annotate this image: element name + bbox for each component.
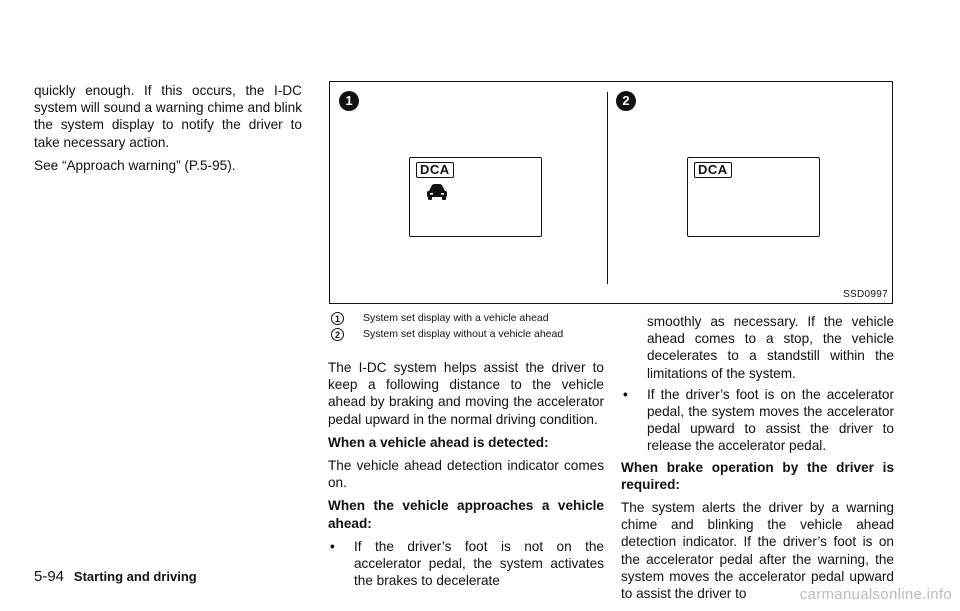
bullet-1-continuation: smoothly as necessary. If the vehicle ahead comes to a stop, the vehicle decelerates to a standstill within the limitations of the system. xyxy=(647,314,894,381)
figure-captions xyxy=(331,312,603,344)
bullet-mark: • xyxy=(623,386,628,402)
caption-marker-2: 2 xyxy=(331,328,344,341)
brake-paragraph: The system alerts the driver by a warning chime and blinking the vehicle ahead detection indicator. If the driver’s foot is on the accelerator pedal after the warning, the system moves the accelerator pedal upward to assist the driver to xyxy=(621,500,894,602)
caption-2 xyxy=(331,328,603,340)
figure-marker-2: 2 xyxy=(616,91,636,111)
bullet-mark: • xyxy=(330,538,335,554)
right-column xyxy=(621,313,894,608)
heading-brake-required: When brake operation by the driver is required: xyxy=(621,459,894,492)
page-footer xyxy=(34,568,197,585)
caption-text-2: System set display without a vehicle ahead xyxy=(363,328,564,340)
heading-vehicle-detected: When a vehicle ahead is detected: xyxy=(328,434,549,450)
page-number: 5-94 xyxy=(34,568,65,585)
figure-code: SSD0997 xyxy=(843,289,888,300)
caption-marker-1: 1 xyxy=(331,312,344,325)
figure-dca-displays xyxy=(329,81,893,304)
vehicle-ahead-icon xyxy=(424,182,450,202)
dca-indicator: DCA xyxy=(694,162,732,178)
bullet-item-2 xyxy=(621,386,894,455)
display-with-vehicle-ahead xyxy=(409,157,542,237)
bullet-item-1 xyxy=(328,538,604,590)
detected-paragraph: The vehicle ahead detection indicator comes on. xyxy=(328,458,604,491)
section-title: Starting and driving xyxy=(73,569,197,584)
dca-indicator: DCA xyxy=(416,162,454,178)
watermark: carmanualsonline.info xyxy=(799,586,952,603)
middle-column xyxy=(328,359,604,593)
caption-1 xyxy=(331,312,603,324)
left-paragraph-1: quickly enough. If this occurs, the I-DC system will sound a warning chime and blink the system display to notify the driver to take necessary action. xyxy=(34,83,302,150)
left-paragraph-2: See “Approach warning” (P.5-95). xyxy=(34,157,236,173)
display-without-vehicle-ahead xyxy=(687,157,820,237)
caption-text-1: System set display with a vehicle ahead xyxy=(363,312,549,324)
heading-vehicle-approaches: When the vehicle approaches a vehicle ahead: xyxy=(328,498,604,531)
bullet-2-text: If the driver’s foot is on the accelerator pedal, the system moves the accelerator pedal upward to assist the driver to release the accelerator pedal. xyxy=(647,386,894,454)
bullet-1-text: If the driver’s foot is not on the accelerator pedal, the system activates the brakes to decelerate xyxy=(354,538,604,589)
figure-divider xyxy=(607,92,608,284)
left-column xyxy=(34,82,302,180)
figure-marker-1: 1 xyxy=(339,91,359,111)
intro-paragraph: The I-DC system helps assist the driver to keep a following distance to the vehicle ahead by braking and moving the accelerator pedal upward in the normal driving condition. xyxy=(328,360,604,427)
